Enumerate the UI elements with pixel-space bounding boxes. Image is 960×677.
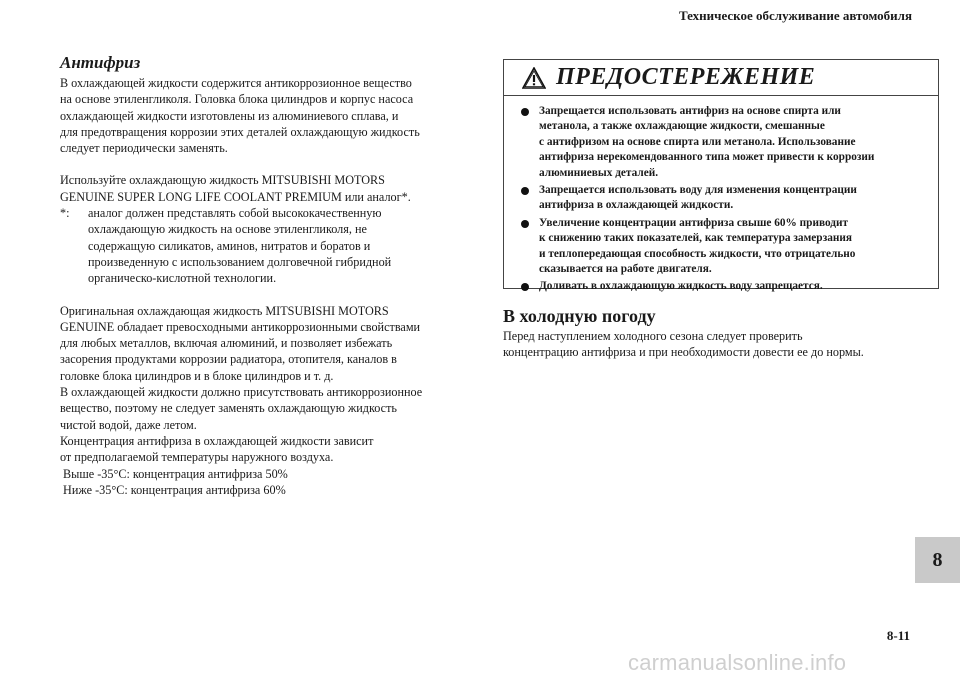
text-line: Ниже -35°C: концентрация антифриза 60% xyxy=(60,482,286,497)
antifreeze-para3 xyxy=(60,303,480,499)
text-line: Оригинальная охлаждающая жидкость MITSUBISHI MOTORS xyxy=(60,303,389,318)
text-line: Концентрация антифриза в охлаждающей жидкости зависит xyxy=(60,433,374,448)
footnote xyxy=(60,205,480,286)
warning-box xyxy=(503,59,939,293)
text-line: метанола, а также охлаждающие жидкости, смешанные xyxy=(539,120,825,133)
text-line: аналог должен представлять собой высококачественную xyxy=(88,206,382,221)
text-line: GENUINE обладает превосходными антикоррозионными свойствами xyxy=(60,319,421,334)
bullet-icon xyxy=(521,283,529,291)
cold-weather-section xyxy=(503,306,943,361)
antifreeze-para1 xyxy=(60,75,480,156)
text-line: В охлаждающей жидкости содержится антикоррозионное вещество xyxy=(60,76,412,90)
text-line: Увеличение концентрации антифриза свыше 60% приводит xyxy=(539,216,849,229)
text-line: следует периодически заменять. xyxy=(60,141,228,156)
text-line: В охлаждающей жидкости должно присутствовать антикоррозионное xyxy=(60,385,423,400)
text-line: Доливать в охлаждающую жидкость воду запрещается. xyxy=(539,280,823,293)
text-line: к снижению таких показателей, как температура замерзания xyxy=(539,232,853,245)
antifreeze-heading: Антифриз xyxy=(60,53,141,72)
text-line: антифриза нерекомендованного типа может привести к коррозии xyxy=(539,151,875,164)
text-line: для любых металлов, включая алюминий, и позволяет избежать xyxy=(60,336,393,351)
text-line: органическо-кислотной технологии. xyxy=(88,271,277,286)
text-line: чистой водой, даже летом. xyxy=(60,417,197,432)
text-line: алюминиевых деталей. xyxy=(539,166,659,179)
text-line: охлаждающую жидкость на основе этиленгликоля, не xyxy=(88,222,367,237)
page-number: 8-11 xyxy=(886,628,910,643)
text-line: содержащую силикатов, аминов, нитратов и боратов и xyxy=(88,238,371,253)
text-line: Выше -35°C: концентрация антифриза 50% xyxy=(60,466,288,481)
text-line: Запрещается использовать антифриз на основе спирта или xyxy=(539,105,841,117)
text-line: сказывается на работе двигателя. xyxy=(539,263,712,276)
bullet-icon xyxy=(521,108,529,116)
section-header: Техническое обслуживание автомобиля xyxy=(678,8,912,23)
text-line: антифриза в охлаждающей жидкости. xyxy=(539,199,734,212)
text-line: от предполагаемой температуры наружного воздуха. xyxy=(60,450,334,465)
text-line: охлаждающей жидкости изготовлены из алюминиевого сплава, и xyxy=(60,108,399,123)
text-line: для предотвращения коррозии этих деталей охлаждающую жидкость xyxy=(60,124,420,139)
text-line: вещество, поэтому не следует заменять охлаждающую жидкость xyxy=(60,401,397,416)
text-line: Запрещается использовать воду для изменения концентрации xyxy=(539,184,857,197)
text-line: концентрацию антифриза и при необходимости довести ее до нормы. xyxy=(503,345,864,360)
text-line: GENUINE SUPER LONG LIFE COOLANT PREMIUM или аналог*. xyxy=(60,189,411,204)
warning-item xyxy=(521,183,926,214)
chapter-tab: 8 xyxy=(915,537,960,583)
warning-header xyxy=(504,60,938,96)
text-line: произведенную с использованием долговечной гибридной xyxy=(88,254,392,269)
warning-list xyxy=(504,96,938,295)
cold-weather-text xyxy=(503,328,943,361)
cold-weather-heading: В холодную погоду xyxy=(503,306,656,326)
warning-item xyxy=(521,216,926,278)
bullet-icon xyxy=(521,187,529,195)
warning-item xyxy=(521,279,926,294)
warning-triangle-icon xyxy=(522,67,546,89)
antifreeze-para2 xyxy=(60,172,480,205)
text-line: головке блока цилиндров и в блоке цилиндров и т. д. xyxy=(60,368,334,383)
text-line: Перед наступлением холодного сезона следует проверить xyxy=(503,329,803,343)
text-line: и теплопередающая способность жидкости, что отрицательно xyxy=(539,247,856,260)
text-line: на основе этиленгликоля. Головка блока цилиндров и корпус насоса xyxy=(60,92,414,107)
footnote-mark: *: xyxy=(60,206,70,221)
warning-title: ПРЕДОСТЕРЕЖЕНИЕ xyxy=(556,64,816,90)
text-line: засорения продуктами коррозии радиатора, отопителя, каналов в xyxy=(60,352,397,367)
text-line: с антифризом на основе спирта или метанола. Использование xyxy=(539,135,856,148)
text-line: Используйте охлаждающую жидкость MITSUBISHI MOTORS xyxy=(60,173,385,188)
antifreeze-section xyxy=(60,52,480,498)
warning-item xyxy=(521,104,926,181)
bullet-icon xyxy=(521,220,529,228)
watermark: carmanualsonline.info xyxy=(628,650,847,675)
